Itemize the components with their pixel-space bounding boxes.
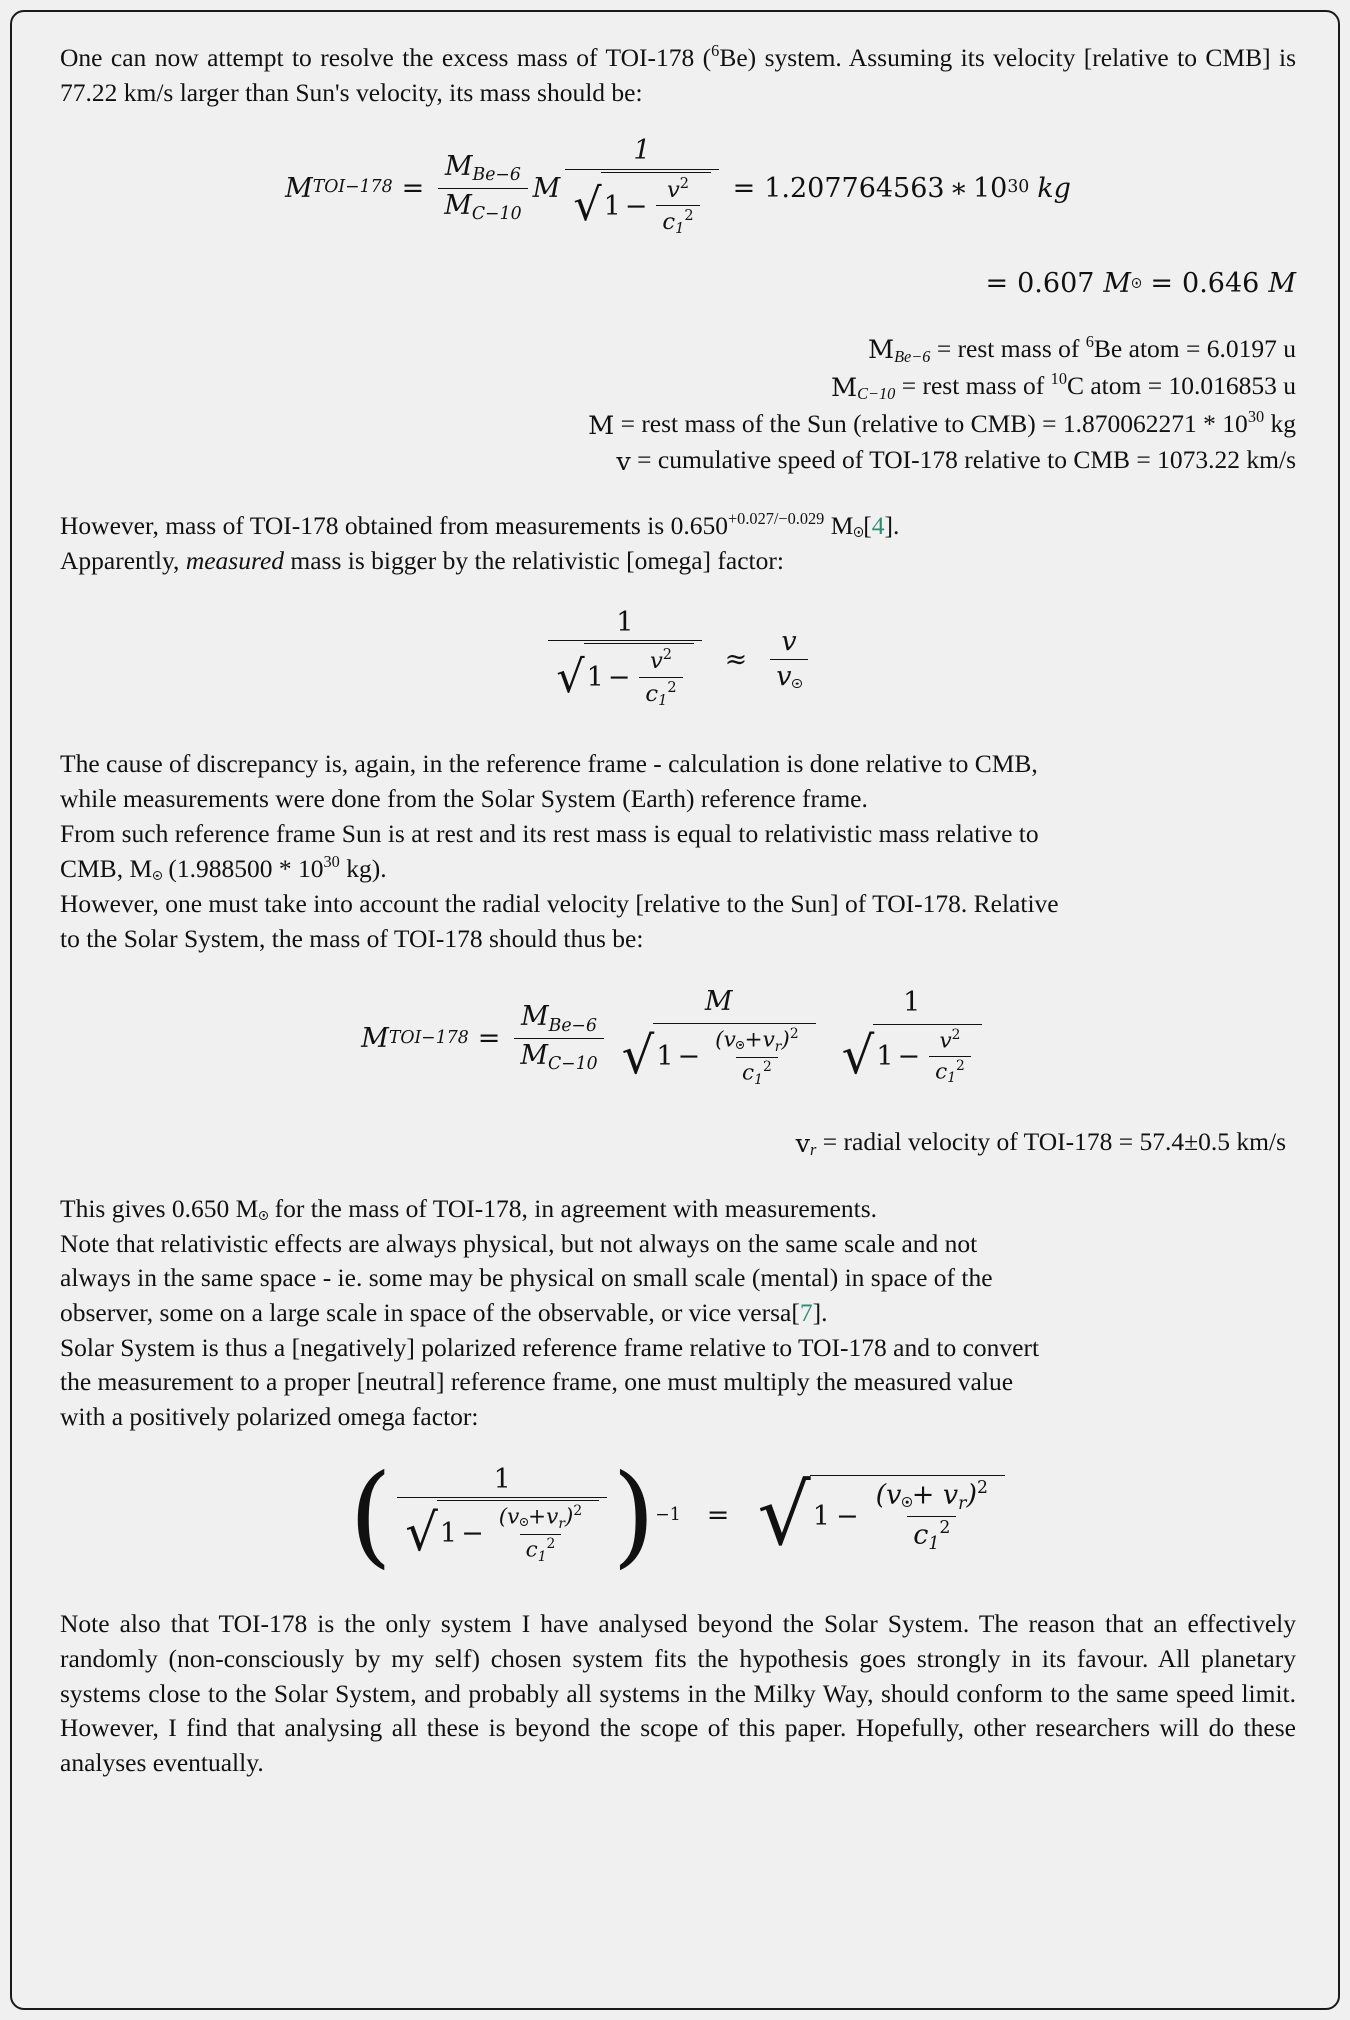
eq1-c-sup: 2 xyxy=(684,208,694,225)
gives-post-text: for the mass of TOI-178, in agreement with measurements. xyxy=(268,1193,878,1223)
eq4-rhs-close: ) xyxy=(966,1479,977,1511)
eq4-r-sub: r xyxy=(558,1515,565,1532)
eq2-v-sup: 2 xyxy=(662,647,672,664)
eq4-rhs-vr-num xyxy=(870,1479,994,1516)
eq2-num-one: 1 xyxy=(616,607,634,639)
eq3-mid-c-sub: 1 xyxy=(754,1071,763,1088)
gap-8 xyxy=(60,1090,1296,1124)
eq1-v2 xyxy=(661,176,695,205)
eq4-sqrt xyxy=(405,1500,599,1567)
page-border xyxy=(10,10,1340,2010)
eq1-radicand xyxy=(601,172,711,240)
eq2-c: c xyxy=(645,680,659,707)
sun-symbol-icon xyxy=(792,679,802,689)
equation-3 xyxy=(361,987,995,1091)
equation-1b xyxy=(977,267,1297,299)
eq2-rhs-v: v xyxy=(776,661,792,693)
however-pre-text: However, mass of TOI-178 obtained from measurements is 0.650 xyxy=(60,510,728,540)
eq4-rhs-plus-vr: + v xyxy=(911,1479,959,1511)
def-2-post: kg xyxy=(1264,409,1296,439)
eq4-rhs-sup: 2 xyxy=(976,1478,988,1499)
eq2-vc-fraction xyxy=(639,647,682,709)
gap-5 xyxy=(60,578,1296,608)
eq3-equals: = xyxy=(477,1022,501,1054)
eq3-right-c2 xyxy=(929,1056,971,1087)
eq3-mid-minus: − xyxy=(677,1041,701,1073)
eq1-c2 xyxy=(656,205,699,238)
eq1-lhs-sub: TOI−178 xyxy=(312,177,393,198)
eq1-frac-numerator xyxy=(439,152,527,188)
however-post-text: ]. xyxy=(884,510,900,540)
radial-velocity-definition xyxy=(60,1124,1296,1162)
big-paren-close: ) xyxy=(612,1450,656,1580)
radical-icon: √ xyxy=(841,1025,875,1086)
page-content xyxy=(60,40,1296,1781)
eq1-mult-M: M xyxy=(532,172,561,204)
eq1-num-sub: Be−6 xyxy=(472,165,521,186)
eq3-mid-fraction xyxy=(614,987,824,1091)
radical-icon: √ xyxy=(405,1503,438,1564)
eq1-v: v xyxy=(666,176,680,203)
def-1-post: C atom = 10.016853 u xyxy=(1066,371,1296,401)
eq3-mid-c: c xyxy=(742,1060,755,1086)
eq3-mid-close: ) xyxy=(781,1027,790,1053)
eq3-mid-vr-num xyxy=(709,1027,804,1057)
eq4-rhs-r-sub: r xyxy=(958,1494,967,1515)
note-line2-text: always in the same space - ie. some may be physical on small scale (mental) in space of the xyxy=(60,1263,993,1293)
equation-2-row xyxy=(60,608,1296,711)
eq2-v: v xyxy=(649,648,663,675)
eq3-mid-c-sup: 2 xyxy=(762,1059,772,1076)
sun-symbol-icon xyxy=(153,871,162,880)
definition-row xyxy=(60,442,1296,478)
radical-icon: √ xyxy=(556,650,585,703)
eq2-approx: ≈ xyxy=(724,644,748,676)
reference-link-4[interactable]: 4 xyxy=(871,510,885,540)
eq3-right-c-sup: 2 xyxy=(956,1057,965,1074)
eq4-c2 xyxy=(520,1534,562,1565)
cause-line1-text: The cause of discrepancy is, again, in the reference frame - calculation is done relative to CMB, xyxy=(60,749,1038,779)
radial-def-sub: r xyxy=(810,1140,817,1160)
eq1-gamma-den xyxy=(565,169,718,240)
eq4-exponent: −1 xyxy=(655,1505,681,1526)
radial-def-symbol: v xyxy=(795,1128,811,1159)
def-2-pre: = rest mass of the Sun (relative to CMB) = 1.870062271 * 10 xyxy=(614,409,1248,439)
eq4-rhs-one: 1 xyxy=(812,1501,830,1533)
gap-11 xyxy=(60,1567,1296,1607)
note-line3-pre-text: observer, some on a large scale in space of the observable, or vice versa[ xyxy=(60,1297,800,1327)
gap-9 xyxy=(60,1162,1296,1192)
eq4-equals: = xyxy=(706,1500,730,1532)
eq1-mass-ratio-fraction xyxy=(438,152,527,224)
eq4-lhs-fraction xyxy=(397,1465,607,1568)
gap-1 xyxy=(60,110,1296,136)
eq4-den xyxy=(397,1497,607,1567)
eq3-den-M: M xyxy=(520,1039,549,1071)
cause-line2-text: while measurements were done from the Solar System (Earth) reference frame. xyxy=(60,784,868,814)
eq1-equals: = xyxy=(401,172,425,204)
eq1-frac-denominator xyxy=(438,188,527,225)
radial-def-text: = radial velocity of TOI-178 = 57.4±0.5 km/s xyxy=(816,1127,1286,1157)
eq4-vsun: (v xyxy=(498,1504,520,1530)
eq1-lhs-symbol: M xyxy=(285,172,313,204)
eq3-mid-den xyxy=(614,1021,824,1090)
eq2-sqrt xyxy=(556,643,693,711)
gives-pre-text: This gives 0.650 M xyxy=(60,1193,259,1223)
eq1-gamma-num: 1 xyxy=(633,135,651,167)
apparently-pre-text: Apparently, xyxy=(60,545,186,575)
eq3-frac-denominator xyxy=(514,1038,603,1075)
restframe-line2-pre-text: CMB, M xyxy=(60,854,153,884)
sun-symbol-icon xyxy=(902,1497,912,1507)
gap-6 xyxy=(60,711,1296,747)
eq1-result-star: ∗ xyxy=(949,172,968,204)
def-0-sub: Be−6 xyxy=(894,346,931,366)
eq3-right-vc-fraction xyxy=(929,1028,971,1087)
eq2-c-sub: 1 xyxy=(658,693,668,710)
eq1b-unit-1: M xyxy=(1103,267,1132,299)
def-0-post: Be atom = 6.0197 u xyxy=(1093,333,1296,363)
eq1b-equals-1: = xyxy=(985,267,1009,299)
eq1b-value-2: 0.646 xyxy=(1182,267,1260,299)
eq2-c2 xyxy=(639,677,682,710)
solar-line2-text: the measurement to a proper [neutral] reference frame, one must multiply the measured value xyxy=(60,1367,1014,1397)
eq1-den-M: M xyxy=(444,189,472,221)
eq3-right-fraction xyxy=(834,988,990,1089)
note-line1-text: Note that relativistic effects are always physical, but not always on the same scale and not xyxy=(60,1228,978,1258)
eq4-rhs-vsun: (v xyxy=(875,1479,902,1511)
intro-line2-text: [relative to CMB] is 77.22 km/s larger than Sun's velocity, its mass should be: xyxy=(60,43,1297,107)
eq2-rhs-num: v xyxy=(781,626,797,658)
def-2-symbol: M xyxy=(588,410,615,441)
radial-line2-text: to the Solar System, the mass of TOI-178 should thus be: xyxy=(60,923,644,953)
eq1-vc-fraction xyxy=(656,176,699,238)
eq3-right-den xyxy=(834,1022,990,1089)
eq4-vc-fraction xyxy=(493,1504,588,1565)
eq1-one: 1 xyxy=(603,190,621,222)
however-msun-label: M xyxy=(830,510,854,540)
eq3-den-sub: C−10 xyxy=(548,1054,598,1075)
equation-1 xyxy=(285,136,1071,239)
solar-line1-text: Solar System is thus a [negatively] polarized reference frame relative to TOI-178 and to convert xyxy=(60,1332,1040,1362)
eq4-rhs-minus: − xyxy=(835,1501,859,1533)
definition-row xyxy=(60,368,1296,406)
def-1-pre: = rest mass of xyxy=(895,371,1051,401)
eq1-den-sub: C−10 xyxy=(471,203,522,224)
eq1-v-sup: 2 xyxy=(679,175,690,192)
eq1-result-unit: kg xyxy=(1037,172,1071,204)
equation-1b-row xyxy=(60,267,1350,299)
restframe-line1-text: From such reference frame Sun is at rest and its rest mass is equal to relativistic mass relative to xyxy=(60,818,1039,848)
apparently-italic-word: measured xyxy=(185,545,285,575)
eq3-mass-ratio-fraction xyxy=(514,1002,603,1074)
eq1-c-sub: 1 xyxy=(675,221,685,238)
eq4-c-sub: 1 xyxy=(537,1548,547,1565)
eq3-right-radicand xyxy=(873,1024,982,1089)
eq4-rhs-c-sup: 2 xyxy=(939,1518,951,1539)
eq3-right-sqrt xyxy=(842,1024,982,1089)
sun-symbol-icon xyxy=(854,527,863,536)
eq1b-equals-2: = xyxy=(1150,267,1174,299)
eq2-v-ratio-fraction xyxy=(770,627,808,692)
equation-4-row xyxy=(60,1450,1296,1580)
eq3-right-one: 1 xyxy=(876,1041,894,1073)
eq4-rhs-c2 xyxy=(907,1516,956,1554)
eq1-result-base: 10 xyxy=(972,172,1008,204)
eq4-rhs-sqrt xyxy=(757,1466,1005,1565)
eq3-right-num: 1 xyxy=(903,986,921,1018)
eq1b-value-1: 0.607 xyxy=(1017,267,1095,299)
def-1-iso: 10 xyxy=(1050,369,1067,389)
def-1-sub: C−10 xyxy=(857,384,896,404)
constants-definition-block xyxy=(60,331,1296,478)
eq3-right-minus: − xyxy=(897,1041,921,1073)
eq3-mid-one: 1 xyxy=(656,1041,674,1073)
sun-symbol-icon xyxy=(259,1211,268,1220)
eq3-mid-vc-fraction xyxy=(709,1027,804,1088)
sun-symbol-icon xyxy=(1132,278,1142,288)
eq4-num-one: 1 xyxy=(493,1463,511,1495)
eq3-lhs-symbol: M xyxy=(361,1022,389,1054)
equation-3-row xyxy=(60,987,1296,1091)
eq4-close: ) xyxy=(564,1504,574,1530)
intro-line1-text: One can now attempt to resolve the excess mass of TOI-178 ( xyxy=(60,43,712,73)
restframe-line2-post-text: (1.988500 * 10 xyxy=(162,854,324,884)
eq3-mid-c2 xyxy=(736,1057,778,1088)
def-0-pre: = rest mass of xyxy=(930,333,1086,363)
radical-icon: √ xyxy=(573,178,602,231)
def-2-iso: 30 xyxy=(1247,407,1265,427)
reference-link-7[interactable]: 7 xyxy=(799,1297,813,1327)
eq1-minus: − xyxy=(624,190,648,222)
eq1-result-exp: 30 xyxy=(1007,177,1030,198)
def-0-symbol: M xyxy=(867,335,895,366)
def-0-iso: 6 xyxy=(1085,331,1094,351)
however-superscript: +0.027/−0.029 xyxy=(727,508,825,528)
gives-paragraph xyxy=(60,1192,1296,1435)
eq1-result-value: 1.207764563 xyxy=(764,172,945,204)
be6-superscript: 6 xyxy=(711,41,720,60)
eq3-mid-r-sub: r xyxy=(774,1038,782,1055)
eq4-vr-sup: 2 xyxy=(573,1502,583,1519)
eq3-mid-vsun: (v xyxy=(715,1027,736,1053)
apparently-post-text: mass is bigger by the relativistic [omega] factor: xyxy=(284,545,784,575)
gap-4 xyxy=(60,478,1296,508)
eq3-mid-num: M xyxy=(704,985,733,1017)
eq2-one: 1 xyxy=(586,662,604,694)
final-paragraph: Note also that TOI-178 is the only system I have analysed beyond the Solar System. The reason that an effectively randomly (non-consciously by my self) chosen system fits the hypothesis goes strongly in its favour. All planetary systems close to the Solar System, and probably all systems in the Milky Way, should conform to the same speed limit. However, I find that analysing all these is beyond the scope of this paper. Hopefully, other researchers will do these analyses eventually. xyxy=(60,1609,1296,1777)
eq3-frac-numerator xyxy=(515,1002,603,1038)
eq3-num-M: M xyxy=(521,1001,549,1033)
definition-row xyxy=(60,406,1296,442)
however-paragraph xyxy=(60,508,1296,578)
eq3-num-sub: Be−6 xyxy=(548,1015,598,1036)
eq3-mid-plus-vr: +v xyxy=(744,1027,775,1053)
gap-10 xyxy=(60,1435,1296,1465)
eq1-c: c xyxy=(662,209,676,236)
eq2-den xyxy=(548,640,701,711)
eq1-result-equals: = xyxy=(732,172,756,204)
definition-row xyxy=(60,331,1296,369)
eq4-rhs-c: c xyxy=(913,1520,929,1552)
eq2-v2 xyxy=(644,647,678,676)
radical-icon: √ xyxy=(757,1466,811,1565)
def-3-pre: = cumulative speed of TOI-178 relative to CMB = 1073.22 km/s xyxy=(630,445,1296,475)
eq4-plus-vr: +v xyxy=(528,1504,559,1530)
solar-line3-text: with a positively polarized omega factor: xyxy=(60,1401,479,1431)
intro-paragraph xyxy=(60,40,1296,110)
eq3-right-v-sup: 2 xyxy=(951,1027,961,1044)
eq3-right-v: v xyxy=(939,1028,952,1054)
restframe-line2-tail-text: kg). xyxy=(339,854,387,884)
eq3-lhs-sub: TOI−178 xyxy=(388,1027,469,1048)
def-1-symbol: M xyxy=(831,372,858,403)
eq3-mid-sup: 2 xyxy=(789,1025,799,1042)
eq4-minus: − xyxy=(461,1518,484,1550)
eq3-mid-radicand xyxy=(653,1023,815,1090)
restframe-exponent: 30 xyxy=(323,852,340,872)
eq2-minus: − xyxy=(607,662,631,694)
eq4-radicand xyxy=(437,1500,599,1567)
eq2-c-sup: 2 xyxy=(667,679,677,696)
cause-paragraph xyxy=(60,747,1296,956)
big-paren-open: ( xyxy=(349,1450,393,1580)
radical-icon: √ xyxy=(621,1026,655,1086)
equation-4 xyxy=(349,1450,1007,1580)
eq3-mid-sqrt xyxy=(622,1023,816,1090)
eq1-sqrt xyxy=(573,172,710,240)
sun-symbol-icon xyxy=(520,1518,528,1526)
eq4-vr-num xyxy=(493,1504,588,1534)
note-line3-post-text: ]. xyxy=(812,1297,828,1327)
equation-1-row xyxy=(60,136,1296,239)
eq3-right-c-sub: 1 xyxy=(947,1070,957,1087)
eq2-gamma-fraction xyxy=(548,608,701,711)
eq4-c-sup: 2 xyxy=(546,1536,556,1553)
eq4-rhs-c-sub: 1 xyxy=(928,1534,940,1555)
eq4-c: c xyxy=(525,1537,538,1563)
eq2-radicand xyxy=(584,643,694,711)
gap-7 xyxy=(60,957,1296,987)
eq2-rhs-den xyxy=(770,659,808,692)
eq3-right-c: c xyxy=(935,1059,948,1085)
eq1-num-M: M xyxy=(444,151,473,183)
eq1b-unit-2: M xyxy=(1268,267,1296,299)
def-3-symbol: v xyxy=(616,446,631,477)
eq4-rhs-radicand xyxy=(810,1475,1005,1556)
gap-3 xyxy=(60,297,1296,331)
radial-line1-text: However, one must take into account the radial velocity [relative to the Sun] of TOI-178. Relative xyxy=(60,889,1059,919)
intro-be-text: Be) system. Assuming its velocity xyxy=(719,43,1076,73)
eq4-one: 1 xyxy=(439,1518,458,1550)
eq3-right-v2 xyxy=(933,1028,966,1056)
eq4-rhs-fraction xyxy=(870,1479,994,1554)
however-bracket-open: [ xyxy=(863,510,872,540)
gap-2 xyxy=(60,240,1296,270)
eq1-gamma-fraction xyxy=(565,136,718,239)
equation-2 xyxy=(543,608,813,711)
